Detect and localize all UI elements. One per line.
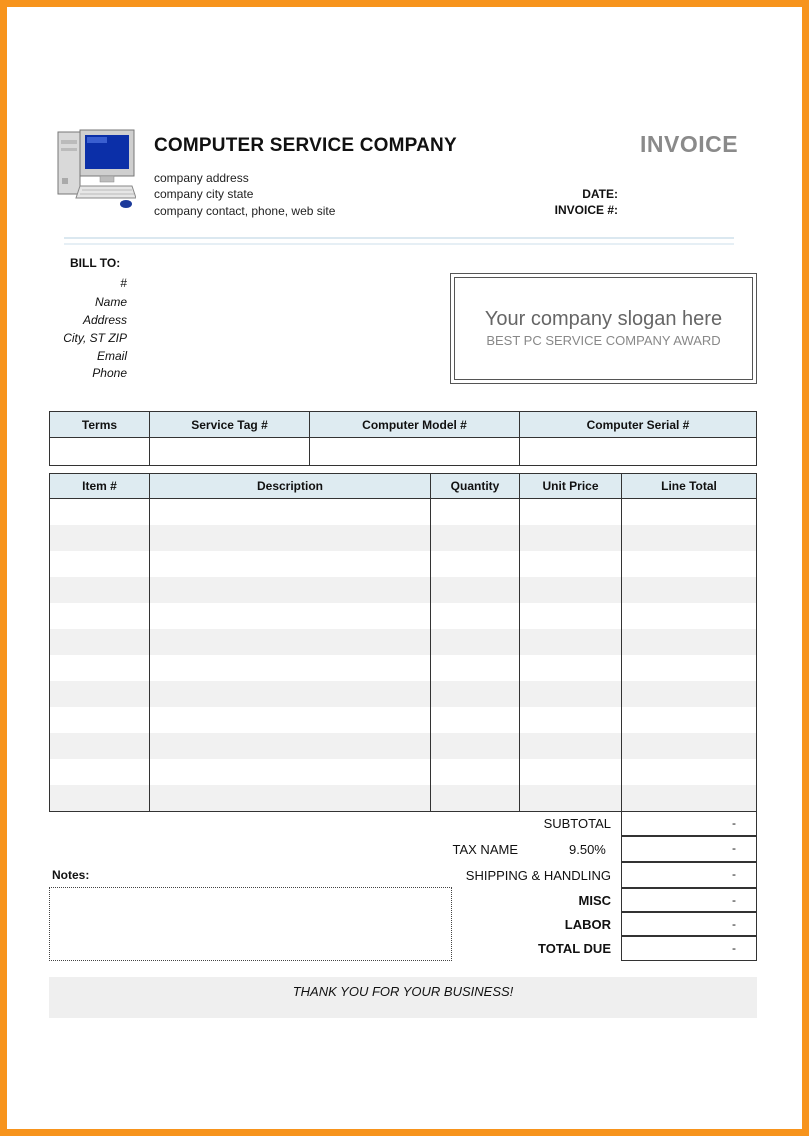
terms-cell[interactable]: [50, 438, 150, 466]
bill-to-email: Email: [96, 349, 127, 363]
item-number-header: Item #: [50, 474, 150, 499]
computer-serial-cell[interactable]: [520, 438, 757, 466]
table-row: [50, 785, 757, 812]
table-row: [50, 551, 757, 577]
tax-rate: 9.50%: [569, 842, 606, 857]
quantity-header: Quantity: [431, 474, 520, 499]
description-header: Description: [150, 474, 431, 499]
total-due-label: TOTAL DUE: [538, 941, 611, 956]
tax-value: -: [621, 836, 757, 862]
bill-to-address: Address: [82, 313, 127, 327]
table-row: [50, 655, 757, 681]
slogan-main: Your company slogan here: [484, 308, 723, 330]
computer-model-cell[interactable]: [310, 438, 520, 466]
table-row: [50, 629, 757, 655]
bill-to-phone: Phone: [92, 366, 127, 380]
company-city-state: company city state: [154, 187, 254, 201]
subtotal-label: SUBTOTAL: [543, 816, 611, 831]
service-tag-cell[interactable]: [150, 438, 310, 466]
misc-value: -: [621, 888, 757, 912]
notes-box[interactable]: [49, 887, 452, 961]
company-name: COMPUTER SERVICE COMPANY: [154, 135, 457, 156]
computer-serial-header: Computer Serial #: [520, 412, 757, 438]
table-row: [50, 733, 757, 759]
line-total-header: Line Total: [622, 474, 757, 499]
service-tag-header: Service Tag #: [150, 412, 310, 438]
table-row: [50, 603, 757, 629]
table-row: [50, 681, 757, 707]
slogan-box: [450, 273, 757, 384]
service-info-table: [49, 411, 757, 466]
date-label: DATE:: [582, 187, 618, 201]
header-divider-2: [64, 243, 734, 245]
bill-to-city: City, ST ZIP: [63, 331, 127, 345]
table-row: [50, 499, 757, 526]
invoice-number-label: INVOICE #:: [554, 203, 618, 217]
computer-model-header: Computer Model #: [310, 412, 520, 438]
shipping-label: SHIPPING & HANDLING: [465, 868, 611, 883]
shipping-value: -: [621, 862, 757, 888]
invoice-title: INVOICE: [640, 131, 739, 157]
notes-label: Notes:: [52, 868, 90, 882]
bill-to-label: BILL TO:: [70, 256, 121, 270]
computer-icon: [56, 128, 136, 212]
table-row: [50, 707, 757, 733]
bill-to-name: Name: [94, 295, 127, 309]
tax-label: TAX NAME: [452, 842, 518, 857]
unit-price-header: Unit Price: [520, 474, 622, 499]
labor-value: -: [621, 912, 757, 936]
table-row: [50, 759, 757, 785]
terms-header: Terms: [50, 412, 150, 438]
table-row: [50, 525, 757, 551]
items-table: [49, 473, 757, 812]
bill-to-number: #: [120, 276, 127, 290]
subtotal-value: -: [621, 811, 757, 836]
labor-label: LABOR: [564, 917, 611, 932]
company-contact: company contact, phone, web site: [154, 204, 336, 218]
thank-you-banner: THANK YOU FOR YOUR BUSINESS!: [49, 977, 757, 1018]
slogan-sub: BEST PC SERVICE COMPANY AWARD: [486, 333, 721, 348]
total-due-value: -: [621, 936, 757, 961]
table-row: [50, 577, 757, 603]
company-address: company address: [154, 171, 249, 185]
header-divider: [64, 237, 734, 239]
misc-label: MISC: [578, 893, 611, 908]
